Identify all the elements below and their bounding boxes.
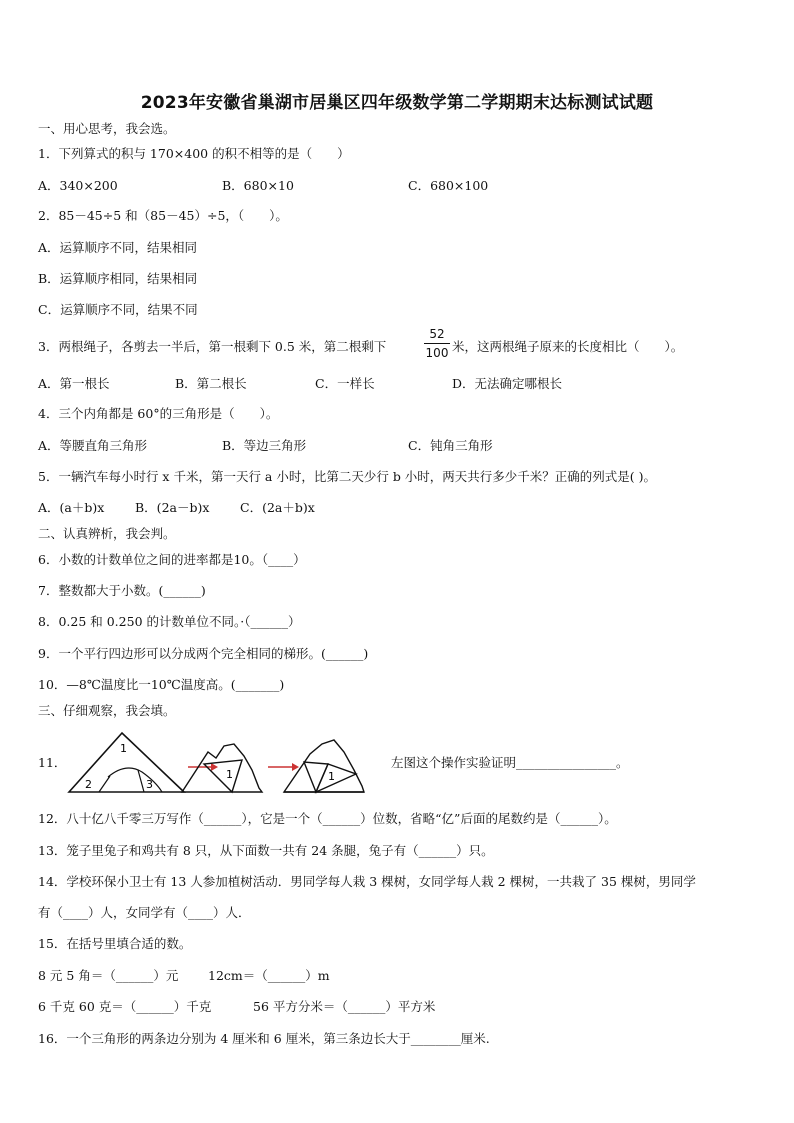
- question-7-text: 7．整数都大于小数。(______): [38, 583, 206, 598]
- q2-option-a[interactable]: A．运算顺序不同，结果相同: [38, 240, 198, 255]
- question-13-text: 13．笼子里兔子和鸡共有 8 只，从下面数一共有 24 条腿，兔子有（______）只。: [38, 843, 494, 858]
- question-12-text: 12．八十亿八千零三万写作（______），它是一个（______）位数，省略“亿”后面的尾数约是（______）。: [38, 811, 617, 826]
- triangle-torn-step-2: [182, 744, 262, 792]
- fraction-bar: [424, 343, 450, 344]
- q5-option-c[interactable]: C．(2a＋b)x: [240, 500, 315, 515]
- question-15-text: 15．在括号里填合适的数。: [38, 936, 192, 951]
- figure-label-3: 3: [146, 778, 153, 791]
- q2-option-c[interactable]: C．运算顺序不同，结果不同: [38, 302, 198, 317]
- section-heading-judge: 二、认真辨析，我会判。: [38, 526, 176, 541]
- question-5-text: 5．一辆汽车每小时行 x 千米，第一天行 a 小时，比第二天少行 b 小时，两天共行多少千米？正确的列式是( )。: [38, 469, 657, 484]
- triangle-experiment-figure: [66, 730, 391, 798]
- q1-option-a[interactable]: A．340×200: [38, 178, 118, 193]
- q1-option-c[interactable]: C．680×100: [408, 178, 489, 193]
- question-10-text: 10．—8℃温度比一10℃温度高。(_______): [38, 677, 285, 692]
- question-6-text: 6．小数的计数单位之间的进率都是10。（____）: [38, 552, 306, 567]
- question-11-text: 左图这个操作实验证明________________。: [391, 755, 629, 770]
- question-16-text: 16．一个三角形的两条边分别为 4 厘米和 6 厘米，第三条边长大于________厘米.: [38, 1031, 490, 1046]
- q15-blank-3[interactable]: 6 千克 60 克＝（______）千克: [38, 999, 212, 1014]
- q4-option-a[interactable]: A．等腰直角三角形: [38, 438, 148, 453]
- q2-option-b[interactable]: B．运算顺序相同，结果相同: [38, 271, 198, 286]
- question-9-text: 9．一个平行四边形可以分成两个完全相同的梯形。(______): [38, 646, 369, 661]
- q4-option-c[interactable]: C．钝角三角形: [408, 438, 493, 453]
- q3-fraction-numerator: 52: [429, 327, 445, 341]
- section-heading-fill: 三、仔细观察，我会填。: [38, 703, 176, 718]
- question-2-text: 2．85－45÷5 和（85－45）÷5，（ ）。: [38, 208, 288, 223]
- q3-fraction-denominator: 100: [425, 346, 449, 360]
- question-3-text-post: 米，这两根绳子原来的长度相比（ ）。: [452, 339, 684, 354]
- q5-option-a[interactable]: A．(a＋b)x: [38, 500, 105, 515]
- q15-blank-4[interactable]: 56 平方分米＝（______）平方米: [253, 999, 436, 1014]
- figure-label-5: 1: [328, 770, 335, 783]
- q3-option-c[interactable]: C．一样长: [315, 376, 375, 391]
- q4-option-b[interactable]: B．等边三角形: [222, 438, 307, 453]
- question-4-text: 4．三个内角都是 60°的三角形是（ ）。: [38, 406, 279, 421]
- arrow-right-1: [188, 763, 218, 771]
- question-14-text-line1: 14．学校环保小卫士有 13 人参加植树活动．男同学每人栽 3 棵树，女同学每人栽 2 棵树，一共栽了 35 棵树，男同学: [38, 874, 696, 889]
- q5-option-b[interactable]: B．(2a－b)x: [135, 500, 210, 515]
- question-1-text: 1．下列算式的积与 170×400 的积不相等的是（ ）: [38, 146, 350, 161]
- q15-blank-1[interactable]: 8 元 5 角＝（______）元: [38, 968, 179, 983]
- figure-label-4: 1: [226, 768, 233, 781]
- figure-label-1: 1: [120, 742, 127, 755]
- page-title: 2023年安徽省巢湖市居巢区四年级数学第二学期期末达标测试试题: [140, 93, 654, 113]
- q3-option-d[interactable]: D．无法确定哪根长: [452, 376, 563, 391]
- arrow-right-2: [268, 763, 299, 771]
- q3-option-a[interactable]: A．第一根长: [38, 376, 110, 391]
- question-11-number: 11．: [38, 755, 67, 770]
- q3-option-b[interactable]: B．第二根长: [175, 376, 247, 391]
- question-3-text-pre: 3．两根绳子，各剪去一半后，第一根剩下 0.5 米，第二根剩下: [38, 339, 387, 354]
- section-heading-choice: 一、用心思考，我会选。: [38, 121, 176, 136]
- q3-fraction: [424, 327, 450, 360]
- question-14-text-line2: 有（____）人，女同学有（____）人．: [38, 905, 251, 920]
- question-8-text: 8．0.25 和 0.250 的计数单位不同。·（______）: [38, 614, 301, 629]
- q15-blank-2[interactable]: 12cm＝（______）m: [208, 968, 330, 983]
- q1-option-b[interactable]: B．680×10: [222, 178, 294, 193]
- figure-label-2: 2: [85, 778, 92, 791]
